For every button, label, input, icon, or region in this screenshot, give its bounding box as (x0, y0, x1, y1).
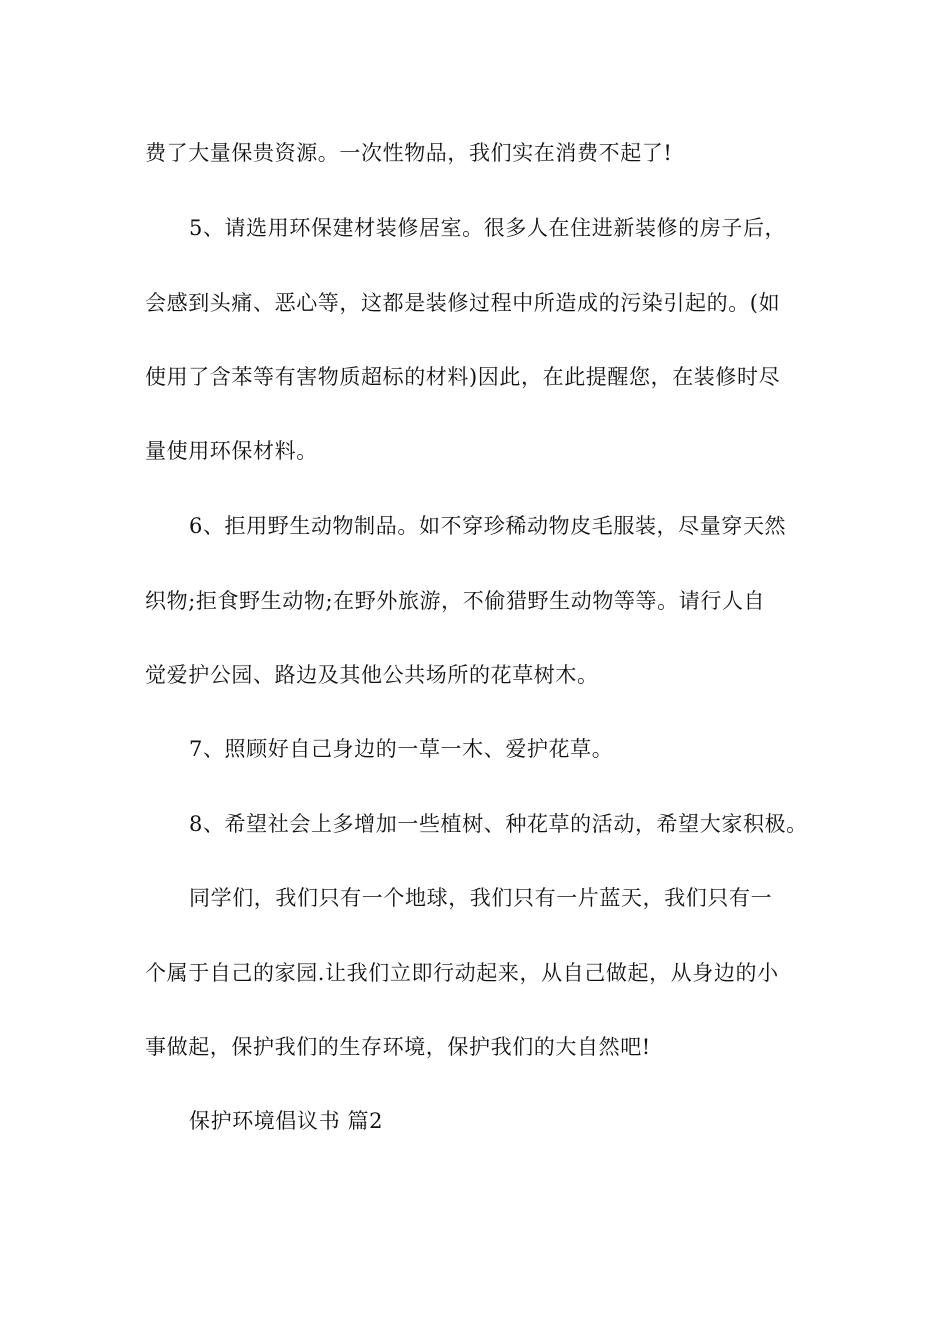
paragraph-line: 5、请选用环保建材装修居室。很多人在住进新装修的房子后， (189, 216, 787, 240)
paragraph-line: 个属于自己的家园.让我们立即行动起来，从自己做起，从身边的小 (145, 961, 779, 985)
paragraph-line: 使用了含苯等有害物质超标的材料)因此，在此提醒您，在装修时尽 (145, 365, 781, 389)
paragraph-line: 费了大量保贵资源。一次性物品，我们实在消费不起了! (145, 141, 673, 165)
section-heading: 保护环境倡议书 篇2 (189, 1109, 384, 1133)
paragraph-line: 会感到头痛、恶心等，这都是装修过程中所造成的污染引起的。(如 (145, 291, 781, 315)
paragraph-line: 7、照顾好自己身边的一草一木、爱护花草。 (189, 737, 614, 761)
paragraph-line: 8、希望社会上多增加一些植树、种花草的活动，希望大家积极。 (189, 812, 808, 836)
paragraph-line: 6、拒用野生动物制品。如不穿珍稀动物皮毛服装，尽量穿天然 (189, 514, 787, 538)
paragraph-line: 量使用环保材料。 (145, 439, 318, 463)
paragraph-line: 同学们，我们只有一个地球，我们只有一片蓝天，我们只有一 (189, 886, 773, 910)
paragraph-line: 织物;拒食野生动物;在野外旅游，不偷猎野生动物等等。请行人自 (145, 589, 766, 613)
paragraph-line: 觉爱护公园、路边及其他公共场所的花草树木。 (145, 663, 599, 687)
paragraph-line: 事做起，保护我们的生存环境，保护我们的大自然吧! (145, 1035, 651, 1059)
